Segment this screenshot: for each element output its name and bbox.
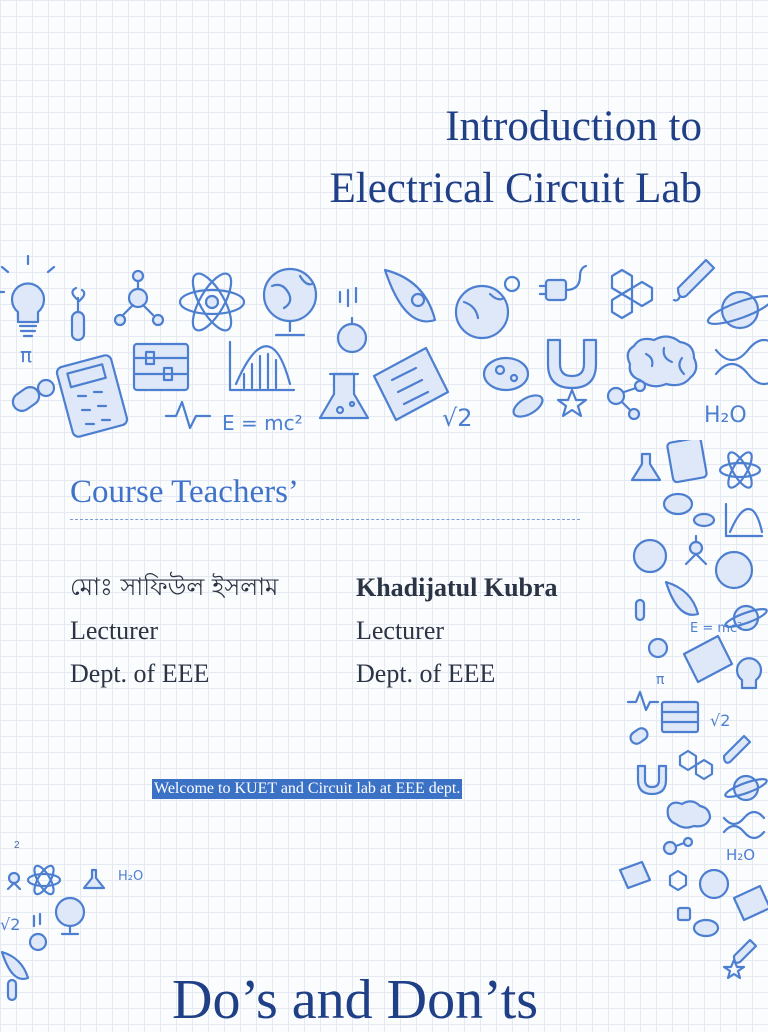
saturn-icon (705, 291, 768, 329)
planet-icon (456, 277, 519, 338)
globe-icon (264, 269, 316, 335)
sqrt-formula (442, 404, 473, 432)
test-tube-icon (674, 260, 714, 301)
teacher-designation: Lecturer (70, 616, 159, 645)
flask-icon (320, 374, 368, 418)
plug-icon (540, 266, 586, 300)
pill-icon-small (628, 726, 650, 746)
bacteria-icon-small-2 (694, 920, 718, 936)
welcome-message: Welcome to KUET and Circuit lab at EEE dept. (154, 780, 461, 797)
atom-icon-small (720, 449, 760, 491)
side-doodles (600, 440, 768, 1000)
globe-icon-small-2 (716, 552, 752, 588)
star-icon (558, 390, 586, 416)
svg-text:π: π (20, 343, 33, 367)
dashed-divider (70, 519, 580, 520)
svg-text:π: π (656, 672, 665, 688)
next-slide-title: Do’s and Don’ts (172, 969, 539, 1031)
star-icon-small (724, 960, 744, 978)
svg-text:E = mc²: E = mc² (690, 621, 743, 636)
flask-icon-corner (84, 870, 104, 888)
water-formula-small (726, 846, 755, 864)
bacteria-icon-small (664, 494, 714, 526)
plant-tube-icon (72, 288, 84, 340)
svg-text:H₂O: H₂O (704, 403, 747, 428)
slide-title (330, 96, 703, 220)
teacher-name: Khadijatul Kubra (356, 573, 558, 602)
sqrt-formula-corner (0, 915, 20, 934)
atom-icon-corner (28, 863, 60, 897)
apple-icon-small (649, 639, 667, 657)
globe-icon-small (634, 540, 666, 572)
dna-icon-small (724, 812, 764, 838)
apple-icon (338, 288, 366, 352)
globe-icon-corner (56, 898, 84, 934)
molecule-icon-corner (8, 873, 20, 889)
graph-icon (230, 342, 294, 390)
globe-icon-small-3 (700, 870, 728, 898)
teacher-department: Dept. of EEE (356, 659, 496, 688)
test-tube-icon-small (724, 736, 750, 763)
dna-icon (716, 340, 768, 384)
hexagon-molecule-icon (612, 270, 652, 318)
heartbeat-icon-small (628, 692, 658, 710)
small-molecule-icon (608, 381, 645, 419)
molecule-icon-small (686, 536, 706, 564)
svg-text:√2: √2 (710, 711, 731, 730)
corner-doodles (0, 860, 160, 1010)
heartbeat-icon (166, 402, 210, 428)
rocket-icon-corner (2, 952, 28, 979)
molecule-icon (115, 271, 163, 325)
teacher-department: Dept. of EEE (70, 659, 210, 688)
book-icon (374, 348, 448, 420)
flask-icon-small (632, 454, 660, 480)
water-formula (704, 403, 747, 428)
teacher-card-1 (70, 566, 278, 695)
lightbulb-icon-small (737, 658, 761, 688)
science-doodle-band (0, 250, 768, 440)
svg-text:H₂O: H₂O (726, 846, 756, 864)
page-number: 2 (14, 840, 20, 851)
title-line-1: Introduction to (445, 103, 702, 150)
abacus-icon-small (662, 702, 698, 732)
brain-icon-small (668, 801, 710, 827)
plant-tube-icon-small (636, 600, 644, 620)
plant-tube-icon-corner (8, 980, 16, 1000)
teacher-name: মোঃ সাফিউল ইসলাম (70, 573, 279, 601)
graph-icon-small (726, 504, 762, 536)
svg-text:H₂O: H₂O (118, 869, 144, 884)
teacher-card-2 (356, 566, 558, 695)
pill-icon (9, 380, 54, 414)
bacteria-icon (484, 358, 546, 421)
abacus-icon (134, 344, 188, 390)
sqrt-formula-small (710, 711, 730, 730)
magnet-icon-small (638, 766, 666, 794)
hexagon-molecule-icon-small (680, 751, 712, 779)
small-molecule-icon-side (664, 838, 692, 854)
course-teachers-heading: Course Teachers’ (70, 474, 299, 510)
plug-icon-small (678, 908, 690, 920)
book-icon-small-3 (734, 886, 768, 920)
pi-symbol-small (656, 672, 665, 688)
title-line-2: Electrical Circuit Lab (329, 165, 702, 212)
calculator-icon-small (667, 440, 707, 483)
book-icon-small (684, 636, 732, 682)
test-tube-icon-small-2 (734, 940, 756, 963)
brain-icon (628, 336, 697, 386)
magnet-icon (548, 340, 596, 388)
energy-formula (222, 411, 303, 435)
teacher-designation: Lecturer (356, 616, 445, 645)
calculator-icon (56, 354, 129, 438)
rocket-icon-small (666, 582, 698, 615)
svg-text:E = mc²: E = mc² (222, 411, 303, 435)
atom-icon (180, 268, 244, 335)
pi-symbol (20, 343, 32, 367)
energy-formula-small (690, 621, 742, 636)
lightbulb-icon (0, 256, 54, 336)
book-icon-small-2 (620, 862, 650, 888)
apple-icon-corner (30, 914, 46, 950)
water-formula-corner (118, 869, 143, 884)
rocket-icon (385, 270, 435, 321)
svg-text:√2: √2 (442, 404, 473, 432)
saturn-icon-small (724, 776, 768, 800)
hexagon-molecule-icon-small-2 (670, 871, 686, 890)
svg-text:√2: √2 (0, 915, 21, 934)
